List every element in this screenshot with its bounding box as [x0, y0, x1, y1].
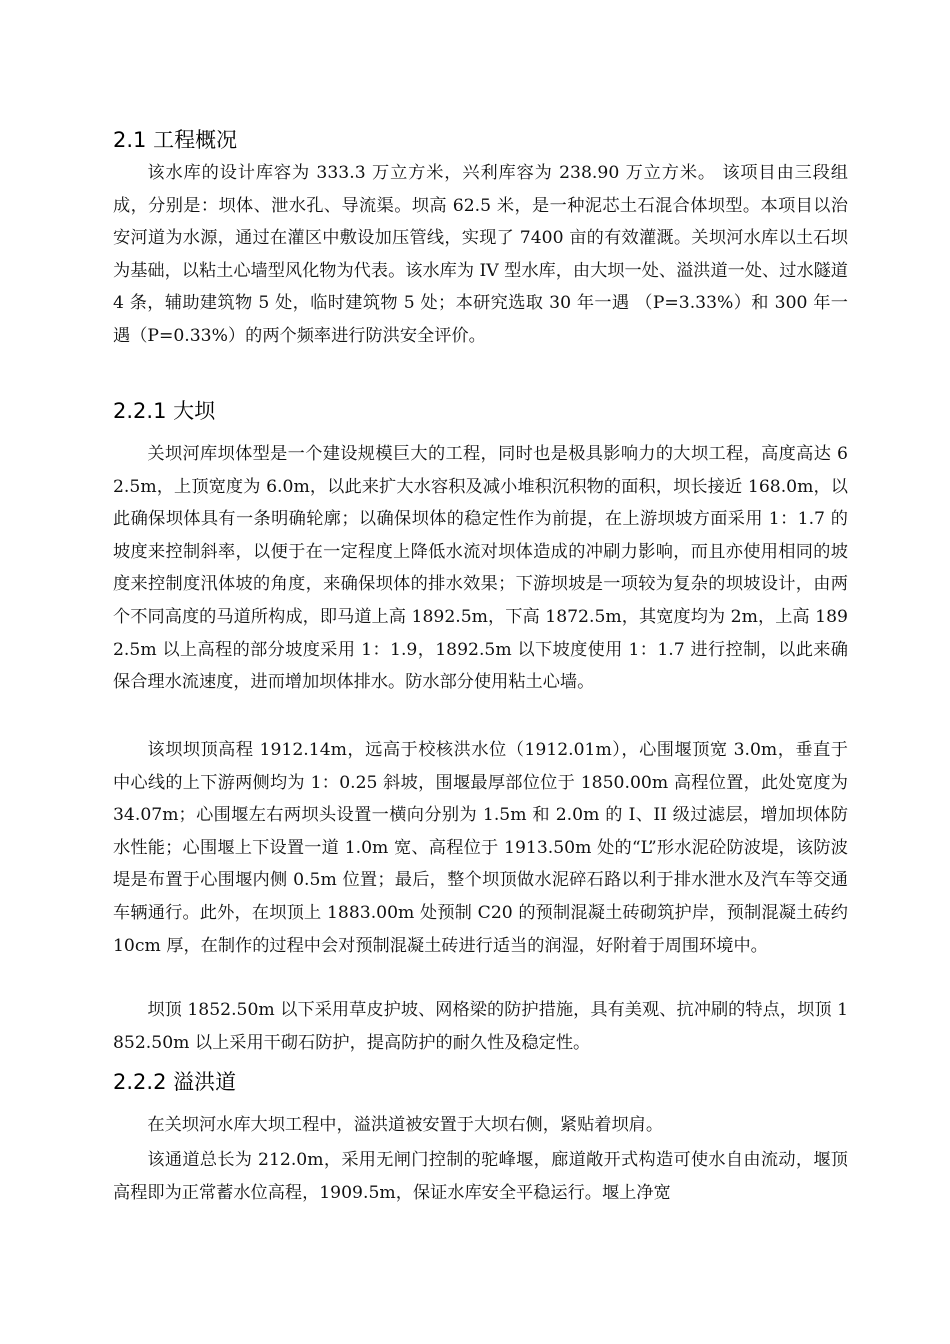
section-heading-2-2-1: 2.2.1 大坝: [113, 399, 216, 423]
paragraph-dam-1: 关坝河库坝体型是一个建设规模巨大的工程，同时也是极具影响力的大坝工程，高度高达 62.5m，上顶宽度为 6.0m，以此来扩大水容积及减小堆积沉积物的面积，坝长接近 168.0m，以此确保坝体具有一条明确轮廓；以确保坝体的稳定性作为前提，在上游坝坡方面采用 1：1.7 的坡度来控制斜率，以便于在一定程度上降低水流对坝体造成的冲刷力影响，而且亦使用相同的坡度来控制度汛体坡的角度，来确保坝体的排水效果；下游坝坡是一项较为复杂的坝坡设计，由两个不同高度的马道所构成，即马道上高 1892.5m，下高 1872.5m，其宽度均为 2m，上高 1892.5m 以上高程的部分坡度采用 1：1.9，1892.5m 以下坡度使用 1：1.7 进行控制，以此来确保合理水流速度，进而增加坝体排水。防水部分使用粘土心墙。: [113, 444, 848, 693]
paragraph-dam-2: 该坝坝顶高程 1912.14m，远高于校核洪水位（1912.01m），心围堰顶宽 3.0m，垂直于中心线的上下游两侧均为 1：0.25 斜坡，围堰最厚部位位于 1850.00m 高程位置，此处宽度为 34.07m；心围堰左右两坝头设置一横向分别为 1.5m 和 2.0m 的 I、II 级过滤层，增加坝体防水性能；心围堰上下设置一道 1.0m 宽、高程位于 1913.50m 处的“L”形水泥砼防波堤，该防波堤是布置于心围堰内侧 0.5m 位置；最后，整个坝顶做水泥碎石路以利于排水泄水及汽车等交通车辆通行。此外，在坝顶上 1883.00m 处预制 C20 的预制混凝土砖砌筑护岸，预制混凝土砖约 10cm 厚，在制作的过程中会对预制混凝土砖进行适当的润湿，好附着于周围环境中。: [113, 740, 848, 956]
paragraph-project-overview: 该水库的设计库容为 333.3 万立方米，兴利库容为 238.90 万立方米。 该项目由三段组成，分别是：坝体、泄水孔、导流渠。坝高 62.5 米，是一种泥芯土石混合体坝型。本项目以治安河道为水源，通过在灌区中敷设加压管线，实现了 7400 亩的有效灌溉。关坝河水库以土石坝为基础，以粘土心墙型风化物为代表。该水库为 IV 型水库，由大坝一处、溢洪道一处、过水隧道 4 条，辅助建筑物 5 处，临时建筑物 5 处；本研究选取 30 年一遇 （P=3.33%）和 300 年一遇（P=0.33%）的两个频率进行防洪安全评价。: [113, 163, 848, 346]
paragraph-spillway-1: 在关坝河水库大坝工程中，溢洪道被安置于大坝右侧，紧贴着坝肩。: [147, 1115, 664, 1135]
paragraph-spillway-2: 该通道总长为 212.0m，采用无闸门控制的驼峰堰，廊道敞开式构造可使水自由流动，堰顶高程即为正常蓄水位高程，1909.5m，保证水库安全平稳运行。堰上净宽: [113, 1150, 848, 1203]
section-heading-2-2-2: 2.2.2 溢洪道: [113, 1070, 237, 1094]
section-heading-2-1: 2.1 工程概况: [113, 128, 238, 152]
paragraph-dam-3: 坝顶 1852.50m 以下采用草皮护坡、网格梁的防护措施，具有美观、抗冲刷的特点，坝顶 1852.50m 以上采用干砌石防护，提高防护的耐久性及稳定性。: [113, 1000, 848, 1053]
